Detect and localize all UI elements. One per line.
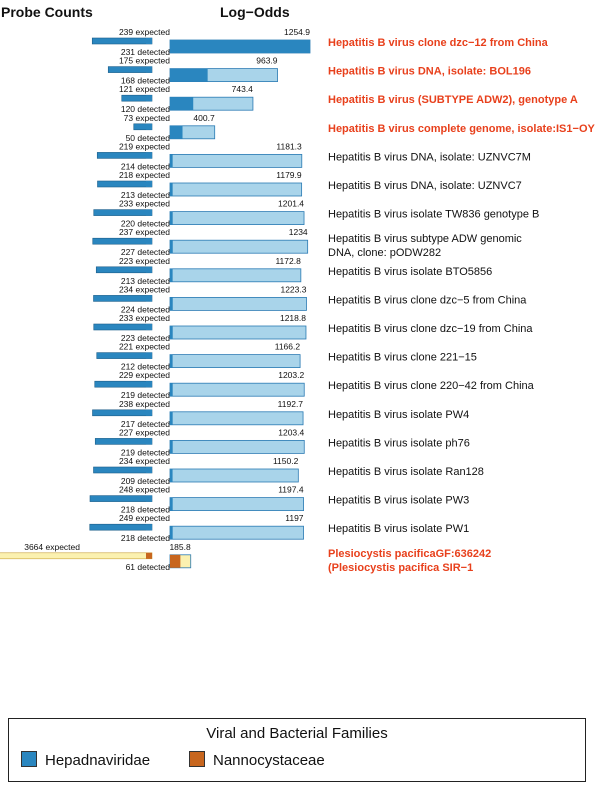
detected-count-label: 214 detected	[120, 161, 170, 172]
detected-count-label: 220 detected	[120, 218, 170, 229]
row-label: Hepatitis B virus subtype ADW genomic	[328, 233, 522, 246]
log-odds-bar	[170, 469, 298, 482]
expected-count-label: 175 expected	[118, 55, 170, 66]
log-odds-bar	[170, 440, 304, 453]
row-label: Hepatitis B virus clone 221−15	[328, 351, 477, 364]
row-label: Hepatitis B virus isolate TW836 genotype B	[328, 208, 540, 221]
detected-count-label: 219 detected	[120, 390, 170, 401]
log-odds-value: 1223.3	[280, 284, 307, 295]
log-odds-fill	[170, 69, 208, 82]
detected-count-label: 219 detected	[120, 447, 170, 458]
expected-count-label: 237 expected	[118, 227, 170, 238]
detected-count-bar	[146, 67, 152, 73]
detected-count-label: 223 detected	[120, 333, 170, 343]
row-label: Hepatitis B virus DNA, isolate: UZNVC7	[328, 180, 522, 192]
log-odds-value: 1150.2	[272, 456, 299, 466]
log-odds-fill	[170, 297, 173, 310]
detected-count-label: 213 detected	[120, 190, 170, 200]
expected-count-label: 238 expected	[118, 398, 170, 409]
expected-count-bar	[97, 353, 152, 359]
row-label: Hepatitis B virus DNA, isolate: BOL196	[328, 65, 531, 78]
detected-count-label: 218 detected	[120, 504, 170, 515]
row-label: Hepatitis B virus isolate ph76	[328, 437, 470, 450]
log-odds-value: 1166.2	[274, 341, 301, 352]
log-odds-value: 743.4	[231, 84, 253, 95]
log-odds-fill	[170, 383, 173, 396]
expected-count-label: 73 expected	[123, 112, 170, 123]
detected-count-bar	[146, 124, 152, 130]
detected-count-label: 209 detected	[120, 476, 170, 486]
probe-counts-header: Probe Counts	[1, 4, 93, 20]
row-label-line2: DNA, clone: pODW282	[328, 247, 442, 260]
expected-count-bar	[94, 467, 153, 473]
log-odds-value: 1218.8	[279, 313, 306, 323]
log-odds-bar	[170, 412, 303, 425]
legend	[8, 718, 586, 782]
detected-count-bar	[146, 181, 152, 187]
row-label: Hepatitis B virus (SUBTYPE ADW2), genotype A	[328, 94, 578, 107]
legend-item-hepadnaviridae	[21, 751, 150, 769]
expected-count-label: 219 expected	[118, 141, 170, 152]
legend-label-nannocystaceae: Nannocystaceae	[213, 752, 325, 769]
row-label: Hepatitis B virus clone dzc−19 from China	[328, 323, 533, 335]
log-odds-fill	[170, 40, 310, 53]
log-odds-value: 1197.4	[278, 484, 304, 495]
detected-count-bar	[146, 238, 152, 244]
log-odds-bar	[170, 269, 301, 282]
log-odds-value: 1192.7	[277, 398, 304, 409]
detected-count-bar	[146, 38, 152, 44]
log-odds-bar	[170, 498, 304, 511]
expected-count-label: 3664 expected	[24, 541, 80, 552]
detected-count-bar	[146, 267, 152, 273]
log-odds-value: 1203.2	[278, 370, 305, 381]
detected-count-bar	[146, 324, 152, 330]
row-label: Hepatitis B virus isolate BTO5856	[328, 265, 493, 278]
log-odds-value: 1201.4	[278, 198, 305, 209]
detected-count-label: 218 detected	[120, 533, 170, 544]
log-odds-fill	[170, 498, 173, 511]
row-label: Hepatitis B virus isolate PW1	[328, 523, 470, 536]
log-odds-fill	[170, 97, 193, 110]
log-odds-fill	[170, 326, 173, 339]
expected-count-bar	[90, 496, 152, 502]
expected-count-bar	[94, 324, 152, 330]
expected-count-bar	[94, 210, 152, 216]
detected-count-label: 61 detected	[125, 561, 170, 572]
detected-count-bar	[146, 438, 152, 444]
detected-count-bar	[146, 353, 152, 359]
expected-count-label: 234 expected	[118, 284, 170, 295]
legend-swatch-nannocystaceae	[189, 751, 205, 767]
log-odds-fill	[170, 212, 173, 225]
detected-count-bar	[146, 381, 152, 387]
row-label: Plesiocystis pacificaGF:636242	[328, 547, 492, 560]
detected-count-bar	[146, 295, 152, 301]
legend-swatch-hepadnaviridae	[21, 751, 37, 767]
log-odds-fill	[170, 440, 173, 453]
log-odds-fill	[170, 469, 173, 482]
expected-count-label: 248 expected	[118, 484, 170, 495]
expected-count-label: 229 expected	[118, 370, 170, 381]
detected-count-label: 50 detected	[125, 132, 170, 143]
detected-count-bar	[146, 553, 152, 559]
expected-count-bar	[92, 38, 152, 44]
expected-count-label: 249 expected	[118, 513, 170, 524]
detected-count-label: 231 detected	[120, 47, 170, 57]
log-odds-value: 400.7	[193, 112, 215, 123]
log-odds-fill	[170, 269, 173, 282]
expected-count-bar	[90, 524, 152, 530]
expected-count-label: 227 expected	[118, 427, 170, 438]
detected-count-bar	[146, 210, 152, 216]
log-odds-fill	[170, 126, 183, 139]
detected-count-label: 227 detected	[120, 247, 170, 258]
log-odds-fill	[170, 412, 173, 425]
log-odds-bar	[170, 183, 302, 196]
log-odds-value: 1197	[285, 513, 304, 524]
expected-count-bar	[94, 295, 153, 301]
detected-count-bar	[146, 95, 152, 101]
expected-count-label: 218 expected	[118, 170, 170, 180]
expected-count-bar	[96, 267, 152, 273]
detected-count-label: 213 detected	[120, 275, 170, 286]
legend-title: Viral and Bacterial Families	[206, 725, 388, 742]
expected-count-bar	[0, 553, 152, 559]
detected-count-label: 224 detected	[120, 304, 170, 315]
row-label: Hepatitis B virus complete genome, isolate:IS1−OY	[328, 122, 595, 135]
log-odds-bar	[170, 355, 300, 368]
detected-count-label: 217 detected	[120, 418, 170, 429]
log-odds-fill	[170, 183, 173, 196]
detected-count-bar	[146, 410, 152, 416]
log-odds-value: 1254.9	[284, 27, 310, 37]
expected-count-bar	[108, 67, 152, 73]
log-odds-bar	[170, 240, 308, 253]
log-odds-value: 1203.4	[278, 427, 305, 438]
expected-count-bar	[97, 152, 152, 158]
log-odds-bar	[170, 383, 304, 396]
expected-count-bar	[93, 238, 152, 244]
log-odds-value: 1181.3	[276, 141, 302, 152]
log-odds-header: Log−Odds	[220, 4, 290, 20]
detected-count-bar	[146, 152, 152, 158]
legend-label-hepadnaviridae: Hepadnaviridae	[45, 752, 151, 769]
row-label: Hepatitis B virus DNA, isolate: UZNVC7M	[328, 151, 531, 164]
log-odds-value: 963.9	[256, 55, 278, 66]
log-odds-bar	[170, 212, 304, 225]
log-odds-bar	[170, 326, 306, 339]
log-odds-value: 185.8	[169, 541, 191, 552]
log-odds-value: 1172.8	[275, 255, 301, 266]
expected-count-bar	[95, 381, 152, 387]
log-odds-fill	[170, 240, 173, 253]
row-label: Hepatitis B virus clone dzc−5 from China	[328, 294, 527, 307]
expected-count-label: 221 expected	[118, 341, 170, 352]
log-odds-bar	[170, 526, 304, 539]
chart-rows	[0, 27, 595, 574]
log-odds-bar	[170, 154, 302, 167]
log-odds-value: 1179.9	[276, 170, 302, 180]
log-odds-bar	[170, 297, 306, 310]
row-label: Hepatitis B virus isolate PW3	[328, 494, 470, 507]
expected-count-label: 234 expected	[118, 456, 170, 466]
detected-count-label: 212 detected	[120, 361, 170, 372]
detected-count-bar	[146, 496, 152, 502]
expected-count-bar	[95, 438, 152, 444]
expected-count-bar	[93, 410, 153, 416]
expected-count-label: 223 expected	[118, 255, 170, 266]
log-odds-fill	[170, 355, 173, 368]
detected-count-label: 168 detected	[120, 75, 170, 86]
row-label: Hepatitis B virus clone dzc−12 from China	[328, 37, 548, 49]
expected-count-label: 233 expected	[118, 198, 170, 209]
detected-count-label: 120 detected	[120, 104, 170, 115]
legend-item-nannocystaceae	[189, 751, 325, 769]
log-odds-value: 1234	[288, 227, 308, 238]
expected-count-bar	[98, 181, 153, 187]
row-label: Hepatitis B virus clone 220−42 from China	[328, 380, 534, 393]
log-odds-fill	[170, 154, 173, 167]
expected-count-label: 121 expected	[118, 84, 170, 95]
detected-count-bar	[146, 524, 152, 530]
log-odds-fill	[170, 555, 180, 568]
row-label-line2: (Plesiocystis pacifica SIR−1	[328, 561, 474, 574]
expected-count-label: 239 expected	[118, 27, 170, 37]
expected-count-label: 233 expected	[118, 313, 170, 323]
row-label: Hepatitis B virus isolate PW4	[328, 408, 470, 421]
log-odds-fill	[170, 526, 173, 539]
row-label: Hepatitis B virus isolate Ran128	[328, 466, 484, 478]
detected-count-bar	[146, 467, 152, 473]
